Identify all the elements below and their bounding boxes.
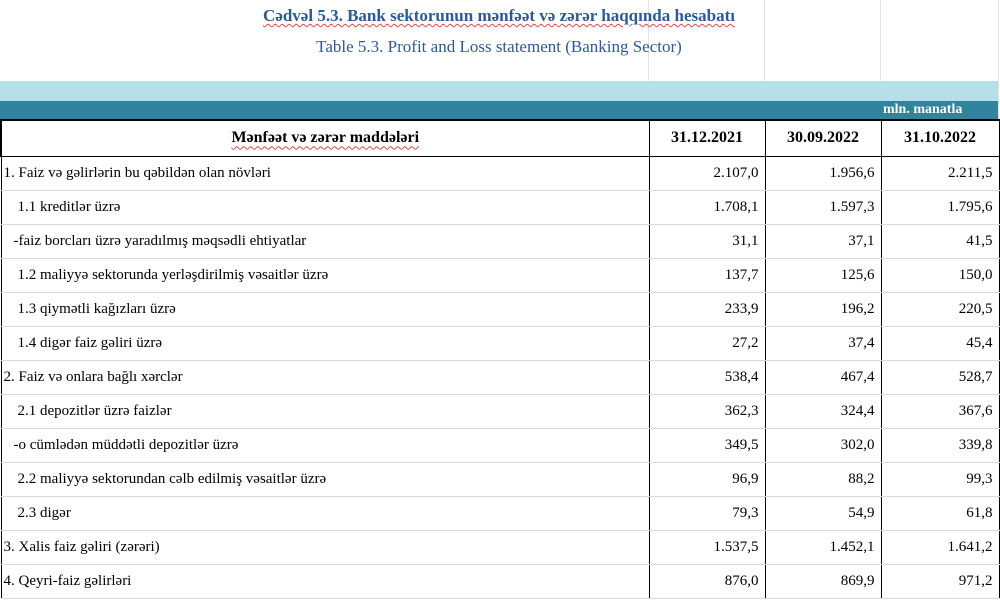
row-value: 362,3	[649, 394, 765, 428]
row-label-text: 2.3 digər	[17, 504, 71, 521]
column-header-items: Mənfəət və zərər maddələri	[1, 120, 649, 156]
row-label-text: 4. Qeyri-faiz gəlirləri	[3, 572, 132, 589]
table-row	[1, 394, 999, 428]
row-value: 339,8	[881, 428, 999, 462]
row-label	[1, 462, 649, 496]
row-label	[1, 292, 649, 326]
table-row	[1, 530, 999, 564]
row-value: 302,0	[765, 428, 881, 462]
row-label-text: 2.2 maliyyə sektorundan cəlb edilmiş vəsaitlər üzrə	[17, 470, 327, 487]
row-label-text: -faiz borcları üzrə yaradılmış məqsədli ehtiyatlar	[13, 232, 307, 249]
row-value: 2.211,5	[881, 156, 999, 190]
row-value: 79,3	[649, 496, 765, 530]
table-row	[1, 428, 999, 462]
column-header-date: 31.12.2021	[649, 120, 765, 156]
unit-label: mln. manatla	[883, 102, 963, 117]
row-label	[1, 394, 649, 428]
row-label	[1, 224, 649, 258]
row-label-text: 2.1 depozitlər üzrə faizlər	[17, 402, 172, 419]
table-row	[1, 156, 999, 190]
column-header-date: 31.10.2022	[881, 120, 999, 156]
table-header-row	[1, 120, 999, 156]
row-label	[1, 190, 649, 224]
row-value: 467,4	[765, 360, 881, 394]
row-value: 150,0	[881, 258, 999, 292]
row-value: 220,5	[881, 292, 999, 326]
row-value: 137,7	[649, 258, 765, 292]
row-label	[1, 258, 649, 292]
row-label	[1, 360, 649, 394]
row-value: 1.641,2	[881, 530, 999, 564]
row-label	[1, 564, 649, 598]
row-value: 125,6	[765, 258, 881, 292]
row-value: 1.597,3	[765, 190, 881, 224]
row-value: 528,7	[881, 360, 999, 394]
table-row	[1, 258, 999, 292]
row-value: 1.795,6	[881, 190, 999, 224]
row-label-text: 1.3 qiymətli kağızları üzrə	[17, 300, 176, 317]
table-row	[1, 564, 999, 598]
table-row	[1, 224, 999, 258]
table-row	[1, 462, 999, 496]
row-value: 367,6	[881, 394, 999, 428]
row-value: 45,4	[881, 326, 999, 360]
row-value: 349,5	[649, 428, 765, 462]
row-value: 2.107,0	[649, 156, 765, 190]
row-value: 1.708,1	[649, 190, 765, 224]
column-header-date: 30.09.2022	[765, 120, 881, 156]
header-band-light	[0, 81, 998, 101]
row-value: 37,1	[765, 224, 881, 258]
row-value: 971,2	[881, 564, 999, 598]
table-title-en: Table 5.3. Profit and Loss statement (Banking Sector)	[316, 37, 682, 56]
column-guide	[998, 0, 999, 119]
row-label	[1, 428, 649, 462]
row-value: 96,9	[649, 462, 765, 496]
row-value: 99,3	[881, 462, 999, 496]
row-value: 31,1	[649, 224, 765, 258]
row-value: 37,4	[765, 326, 881, 360]
row-label-text: -o cümlədən müddətli depozitlər üzrə	[13, 436, 239, 453]
row-label	[1, 530, 649, 564]
table-row	[1, 496, 999, 530]
row-value: 538,4	[649, 360, 765, 394]
row-value: 324,4	[765, 394, 881, 428]
row-value: 233,9	[649, 292, 765, 326]
row-value: 88,2	[765, 462, 881, 496]
row-value: 61,8	[881, 496, 999, 530]
row-value: 1.537,5	[649, 530, 765, 564]
row-label-text: 1. Faiz və gəlirlərin bu qəbildən olan növləri	[3, 164, 271, 181]
row-label	[1, 156, 649, 190]
row-value: 41,5	[881, 224, 999, 258]
row-label	[1, 496, 649, 530]
row-value: 27,2	[649, 326, 765, 360]
table-row	[1, 360, 999, 394]
table-row	[1, 292, 999, 326]
row-label-text: 1.2 maliyyə sektorunda yerləşdirilmiş vəsaitlər üzrə	[17, 266, 329, 283]
profit-loss-table	[0, 119, 1000, 599]
table-row	[1, 326, 999, 360]
row-label-text: 1.4 digər faiz gəliri üzrə	[17, 334, 163, 351]
row-value: 196,2	[765, 292, 881, 326]
row-label-text: 1.1 kreditlər üzrə	[17, 198, 121, 215]
row-value: 1.956,6	[765, 156, 881, 190]
row-label-text: 2. Faiz və onlara bağlı xərclər	[3, 368, 183, 385]
row-value: 869,9	[765, 564, 881, 598]
header-band-dark	[0, 101, 998, 119]
table-title-az: Cədvəl 5.3. Bank sektorunun mənfəət və zərər haqqında hesabatı	[263, 6, 735, 25]
row-value: 1.452,1	[765, 530, 881, 564]
row-value: 876,0	[649, 564, 765, 598]
table-row	[1, 190, 999, 224]
row-label-text: 3. Xalis faiz gəliri (zərəri)	[3, 538, 160, 555]
row-value: 54,9	[765, 496, 881, 530]
row-label	[1, 326, 649, 360]
